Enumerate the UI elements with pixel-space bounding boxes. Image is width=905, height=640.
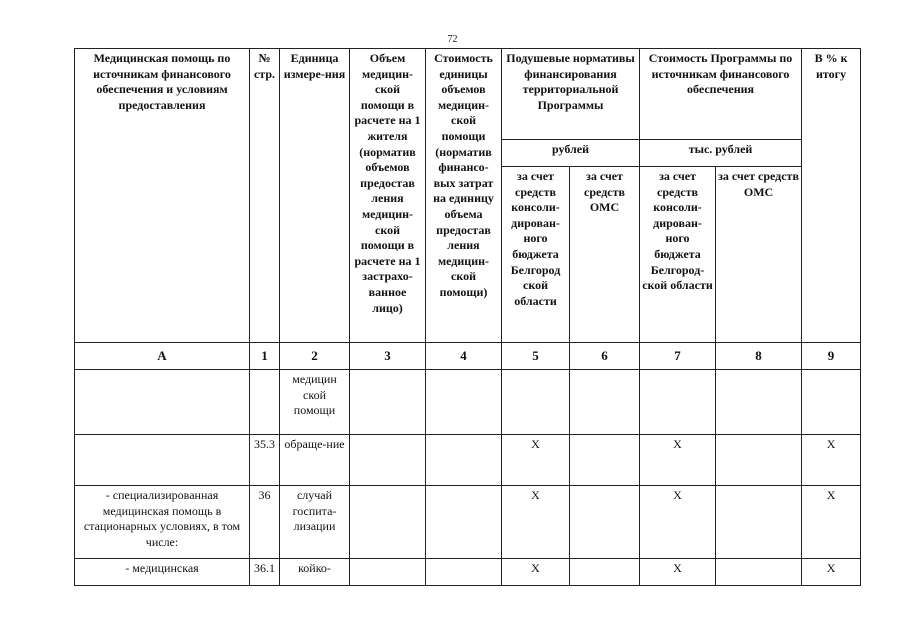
cell-col-8	[716, 486, 802, 559]
cell-col-3	[350, 486, 426, 559]
column-letter: 1	[250, 343, 280, 370]
cell-col-3	[350, 435, 426, 486]
row-label	[75, 435, 250, 486]
header-col-5: за счет средств консоли-дирован-ного бюджета Белгород ской области	[502, 167, 570, 343]
header-unit-thousand-rub: тыс. рублей	[640, 140, 802, 167]
cell-col-6	[570, 486, 640, 559]
column-letter: А	[75, 343, 250, 370]
table-row	[75, 370, 861, 435]
cell-col-4	[426, 486, 502, 559]
table-row	[75, 435, 861, 486]
page-number: 72	[447, 34, 458, 45]
column-letter: 7	[640, 343, 716, 370]
header-col-9: В % к итогу	[802, 49, 861, 343]
cell-col-7	[640, 370, 716, 435]
cell-col-7: Х	[640, 435, 716, 486]
cell-col-5: Х	[502, 559, 570, 586]
row-label	[75, 370, 250, 435]
row-number: 35.3	[250, 435, 280, 486]
cell-col-4	[426, 435, 502, 486]
column-letter: 3	[350, 343, 426, 370]
cell-col-9: Х	[802, 486, 861, 559]
header-col-7: за счет средств консоли-дирован-ного бюджета Белгород-ской области	[640, 167, 716, 343]
cell-col-3	[350, 559, 426, 586]
row-unit: койко-	[280, 559, 350, 586]
cell-col-9: Х	[802, 435, 861, 486]
cell-col-6	[570, 435, 640, 486]
cell-col-5	[502, 370, 570, 435]
row-label: - специализированная медицинская помощь в стационарных условиях, в том числе:	[75, 486, 250, 559]
column-letter: 5	[502, 343, 570, 370]
row-number: 36.1	[250, 559, 280, 586]
cell-col-6	[570, 370, 640, 435]
cell-col-3	[350, 370, 426, 435]
header-unit-rub: рублей	[502, 140, 640, 167]
header-group-per-capita: Подушевые нормативы финансирования территориальной Программы	[502, 49, 640, 140]
column-letter: 4	[426, 343, 502, 370]
cell-col-7: Х	[640, 559, 716, 586]
header-col-6: за счет средств ОМС	[570, 167, 640, 343]
table-row	[75, 559, 861, 586]
row-number: 36	[250, 486, 280, 559]
header-col-2: Единица измере-ния	[280, 49, 350, 343]
column-letter: 8	[716, 343, 802, 370]
column-letter: 2	[280, 343, 350, 370]
row-unit: медицин ской помощи	[280, 370, 350, 435]
cell-col-5: Х	[502, 486, 570, 559]
header-col-3: Объем медицин-ской помощи в расчете на 1 жителя (норматив объемов предостав ления медицин-ской помощи в расчете на 1 застрахо-ванное лицо)	[350, 49, 426, 343]
cell-col-4	[426, 559, 502, 586]
table-row	[75, 486, 861, 559]
header-col-8: за счет средств ОМС	[716, 167, 802, 343]
cell-col-8	[716, 370, 802, 435]
header-col-4: Стоимость единицы объемов медицин-ской помощи (норматив финансо-вых затрат на единицу объема предостав ления медицин-ской помощи)	[426, 49, 502, 343]
cell-col-9: Х	[802, 559, 861, 586]
column-letter: 9	[802, 343, 861, 370]
row-unit: обраще-ние	[280, 435, 350, 486]
header-col-a: Медицинская помощь по источникам финансового обеспечения и условиям предоставления	[75, 49, 250, 343]
cell-col-6	[570, 559, 640, 586]
cell-col-4	[426, 370, 502, 435]
cell-col-5: Х	[502, 435, 570, 486]
row-unit: случай госпита-лизации	[280, 486, 350, 559]
row-number	[250, 370, 280, 435]
cell-col-9	[802, 370, 861, 435]
financing-table	[74, 48, 861, 586]
cell-col-7: Х	[640, 486, 716, 559]
header-row-1	[75, 49, 861, 140]
header-col-1: № стр.	[250, 49, 280, 343]
row-label: - медицинская	[75, 559, 250, 586]
cell-col-8	[716, 559, 802, 586]
header-group-cost: Стоимость Программы по источникам финансового обеспечения	[640, 49, 802, 140]
column-letters-row	[75, 343, 861, 370]
cell-col-8	[716, 435, 802, 486]
column-letter: 6	[570, 343, 640, 370]
